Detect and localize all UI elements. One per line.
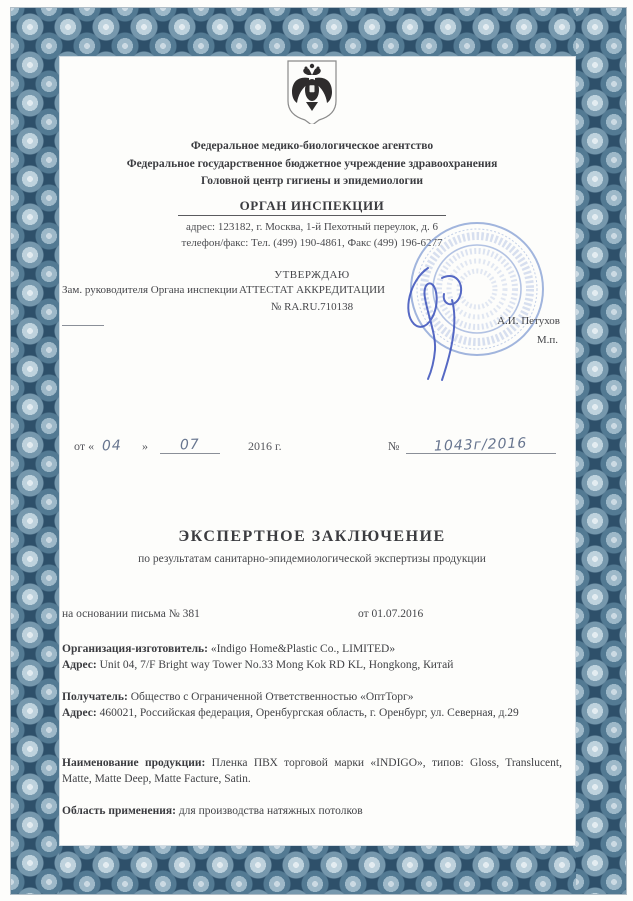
manufacturer-address-label: Адрес: (62, 658, 97, 671)
date-number-row (62, 428, 562, 454)
document-subtitle: по результатам санитарно-эпидемиологической экспертизы продукции (138, 553, 486, 565)
signature-icon (400, 250, 510, 385)
recipient-value: Общество с Ограниченной Ответственностью «ОптТорг» (127, 691, 414, 703)
approver-name: А.И. Петухов (497, 315, 560, 327)
scope-value: для производства натяжных потолков (175, 805, 363, 817)
recipient-address-value: 460021, Российская федерация, Оренбургская область, г. Оренбург, ул. Северная, д.29 (96, 706, 519, 719)
recipient-address-label: Адрес: (62, 706, 97, 719)
coat-of-arms-icon (284, 58, 340, 124)
seal-placeholder: М.п. (536, 334, 558, 346)
recipient-paragraph (62, 690, 562, 721)
agency-name-line3: Головной центр гигиены и эпидемиологии (201, 175, 423, 187)
org-phone: телефон/факс: Тел. (499) 190-4861, Факс (499) 196-6277 (181, 237, 443, 249)
manufacturer-paragraph (62, 642, 562, 673)
org-address: адрес: 123182, г. Москва, 1-й Пехотный переулок, д. 6 (186, 221, 438, 233)
approver-title: Зам. руководителя Органа инспекции (62, 284, 238, 296)
accreditation-number: № RA.RU.710138 (270, 301, 354, 313)
ornamental-border-left (11, 8, 59, 894)
approve-label: УТВЕРЖДАЮ (274, 269, 350, 281)
scope-paragraph (62, 804, 562, 820)
handwritten-month: 07 (160, 437, 220, 454)
manufacturer-label: Организация-изготовитель: (62, 643, 208, 655)
doc-number-label: № (388, 439, 400, 453)
product-paragraph (62, 756, 562, 787)
ornamental-border-right (576, 8, 626, 894)
handwritten-day: 04 (101, 437, 123, 455)
document-title: ЭКСПЕРТНОЕ ЗАКЛЮЧЕНИЕ (178, 528, 446, 545)
scope-label: Область применения: (62, 805, 176, 817)
agency-header (62, 138, 562, 191)
date-year: 2016 г. (248, 439, 282, 453)
doc-number-value: 1043г/2016 (406, 437, 556, 454)
date-quote-close: » (142, 439, 148, 453)
signature-line (62, 325, 104, 326)
product-value: Пленка ПВХ торговой марки «INDIGO», типов: Gloss, Translucent, Matte, Matte Deep, Matte Facture, Satin. (62, 757, 562, 785)
document-content (62, 52, 562, 852)
agency-name-line2: Федеральное государственное бюджетное учреждение здравоохранения (126, 157, 498, 170)
ornamental-border-bottom (11, 846, 626, 894)
agency-name-line1: Федеральное медико-биологическое агентство (190, 140, 434, 152)
recipient-label: Получатель: (62, 691, 128, 703)
product-label: Наименование продукции: (62, 757, 206, 769)
date-prefix: от « (74, 439, 95, 453)
inspection-org-title: ОРГАН ИНСПЕКЦИИ (178, 198, 447, 216)
manufacturer-address-value: Unit 04, 7/F Bright way Tower No.33 Mong Kok RD KL, Hongkong, Китай (96, 658, 454, 671)
coat-of-arms (62, 58, 562, 127)
basis-line (62, 608, 562, 620)
basis-letter: на основании письма № 381 (62, 608, 200, 620)
accreditation-certificate-label: АТТЕСТАТ АККРЕДИТАЦИИ (239, 284, 385, 296)
signature (400, 250, 510, 385)
manufacturer-value: «Indigo Home&Plastic Co., LIMITED» (207, 643, 396, 655)
basis-date: от 01.07.2016 (358, 608, 424, 620)
ornamental-border-top (11, 8, 626, 56)
